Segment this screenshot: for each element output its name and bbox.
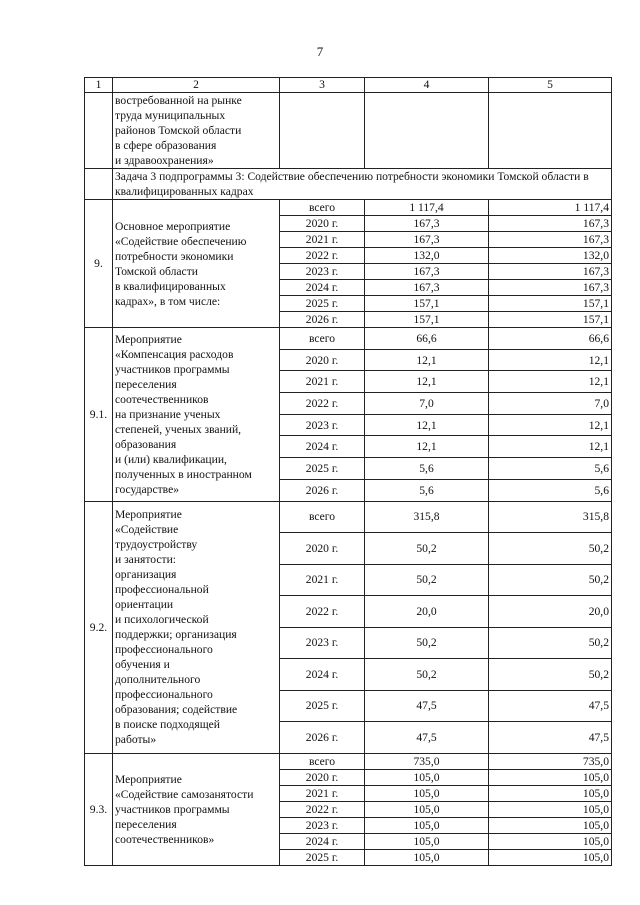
header-col-1: 1	[85, 78, 113, 93]
value-col-4: 105,0	[365, 817, 489, 833]
value-col-5: 105,0	[489, 817, 612, 833]
value-col-5: 105,0	[489, 769, 612, 785]
continuation-desc: востребованной на рынке труда муниципальных районов Томской области в сфере образования и здравоохранения»	[113, 93, 280, 169]
value-col-4: 105,0	[365, 785, 489, 801]
continuation-row	[85, 93, 612, 169]
period-cell: 2022 г.	[280, 596, 365, 628]
period-cell: 2023 г.	[280, 264, 365, 280]
value-col-5: 105,0	[489, 801, 612, 817]
continuation-col-4	[365, 93, 489, 169]
value-col-5: 66,6	[489, 328, 612, 350]
value-col-4: 47,5	[365, 722, 489, 754]
period-cell: 2024 г.	[280, 436, 365, 458]
item-description: Основное мероприятие «Содействие обеспечению потребности экономики Томской области в квалифицированных кадрах», в том числе:	[113, 200, 280, 328]
value-col-5: 7,0	[489, 393, 612, 415]
value-col-5: 12,1	[489, 349, 612, 371]
period-cell: 2021 г.	[280, 785, 365, 801]
value-col-4: 47,5	[365, 690, 489, 722]
table-row	[85, 200, 612, 216]
value-col-5: 132,0	[489, 248, 612, 264]
value-col-5: 12,1	[489, 436, 612, 458]
task-title: Задача 3 подпрограммы 3: Содействие обеспечению потребности экономики Томской области в квалифицированных кадрах	[113, 169, 612, 200]
value-col-4: 105,0	[365, 769, 489, 785]
value-col-5: 105,0	[489, 849, 612, 865]
value-col-5: 167,3	[489, 232, 612, 248]
value-col-5: 105,0	[489, 833, 612, 849]
value-col-4: 50,2	[365, 659, 489, 691]
item-number: 9.2.	[85, 501, 113, 753]
item-number: 9.3.	[85, 753, 113, 865]
value-col-5: 315,8	[489, 501, 612, 533]
value-col-4: 132,0	[365, 248, 489, 264]
value-col-4: 50,2	[365, 533, 489, 565]
table-row	[85, 501, 612, 533]
page-number: 7	[316, 44, 324, 59]
period-cell: всего	[280, 328, 365, 350]
period-cell: 2022 г.	[280, 393, 365, 415]
task-num	[85, 169, 113, 200]
value-col-4: 50,2	[365, 564, 489, 596]
header-col-3: 3	[280, 78, 365, 93]
period-cell: 2022 г.	[280, 248, 365, 264]
value-col-4: 105,0	[365, 801, 489, 817]
period-cell: 2026 г.	[280, 479, 365, 501]
value-col-4: 315,8	[365, 501, 489, 533]
value-col-5: 5,6	[489, 458, 612, 480]
value-col-5: 105,0	[489, 785, 612, 801]
value-col-4: 157,1	[365, 296, 489, 312]
period-cell: всего	[280, 200, 365, 216]
value-col-4: 12,1	[365, 414, 489, 436]
budget-table	[84, 77, 612, 866]
value-col-5: 1 117,4	[489, 200, 612, 216]
period-cell: всего	[280, 501, 365, 533]
value-col-4: 105,0	[365, 833, 489, 849]
table-body	[85, 78, 612, 866]
header-col-5: 5	[489, 78, 612, 93]
value-col-5: 50,2	[489, 533, 612, 565]
period-cell: 2025 г.	[280, 849, 365, 865]
period-cell: 2026 г.	[280, 722, 365, 754]
value-col-5: 12,1	[489, 371, 612, 393]
continuation-col-5	[489, 93, 612, 169]
period-cell: 2023 г.	[280, 817, 365, 833]
item-number: 9.1.	[85, 328, 113, 502]
value-col-4: 50,2	[365, 627, 489, 659]
value-col-5: 12,1	[489, 414, 612, 436]
table-row	[85, 328, 612, 350]
value-col-5: 20,0	[489, 596, 612, 628]
header-col-4: 4	[365, 78, 489, 93]
value-col-5: 157,1	[489, 296, 612, 312]
period-cell: 2024 г.	[280, 833, 365, 849]
task-row	[85, 169, 612, 200]
value-col-4: 167,3	[365, 232, 489, 248]
item-description: Мероприятие «Компенсация расходов участников программы переселения соотечественников на признание ученых степеней, ученых званий, образования и (или) квалификации, полученных в иностранном государстве»	[113, 328, 280, 502]
value-col-5: 50,2	[489, 564, 612, 596]
period-cell: 2021 г.	[280, 564, 365, 596]
value-col-4: 157,1	[365, 312, 489, 328]
value-col-5: 167,3	[489, 216, 612, 232]
period-cell: 2024 г.	[280, 659, 365, 691]
value-col-4: 105,0	[365, 849, 489, 865]
value-col-5: 735,0	[489, 753, 612, 769]
period-cell: 2020 г.	[280, 216, 365, 232]
period-cell: всего	[280, 753, 365, 769]
value-col-5: 157,1	[489, 312, 612, 328]
period-cell: 2020 г.	[280, 533, 365, 565]
value-col-4: 167,3	[365, 280, 489, 296]
value-col-4: 12,1	[365, 371, 489, 393]
header-row	[85, 78, 612, 93]
value-col-4: 12,1	[365, 349, 489, 371]
period-cell: 2025 г.	[280, 690, 365, 722]
period-cell: 2020 г.	[280, 349, 365, 371]
period-cell: 2023 г.	[280, 627, 365, 659]
value-col-4: 167,3	[365, 264, 489, 280]
value-col-4: 20,0	[365, 596, 489, 628]
value-col-4: 7,0	[365, 393, 489, 415]
value-col-4: 12,1	[365, 436, 489, 458]
value-col-5: 5,6	[489, 479, 612, 501]
item-description: Мероприятие «Содействие самозанятости участников программы переселения соотечественников»	[113, 753, 280, 865]
continuation-num	[85, 93, 113, 169]
item-description: Мероприятие «Содействие трудоустройству и занятости: организация профессиональной ориентации и психологической поддержки; организация профессионального обучения и дополнительного профессионального образования; содействие в поиске подходящей работы»	[113, 501, 280, 753]
value-col-5: 167,3	[489, 264, 612, 280]
period-cell: 2021 г.	[280, 232, 365, 248]
period-cell: 2026 г.	[280, 312, 365, 328]
value-col-4: 5,6	[365, 458, 489, 480]
period-cell: 2024 г.	[280, 280, 365, 296]
table-row	[85, 753, 612, 769]
period-cell: 2021 г.	[280, 371, 365, 393]
value-col-5: 47,5	[489, 722, 612, 754]
item-number: 9.	[85, 200, 113, 328]
value-col-4: 735,0	[365, 753, 489, 769]
period-cell: 2025 г.	[280, 458, 365, 480]
continuation-col-3	[280, 93, 365, 169]
value-col-5: 50,2	[489, 659, 612, 691]
value-col-4: 66,6	[365, 328, 489, 350]
header-col-2: 2	[113, 78, 280, 93]
period-cell: 2020 г.	[280, 769, 365, 785]
period-cell: 2022 г.	[280, 801, 365, 817]
value-col-5: 47,5	[489, 690, 612, 722]
period-cell: 2023 г.	[280, 414, 365, 436]
period-cell: 2025 г.	[280, 296, 365, 312]
value-col-4: 1 117,4	[365, 200, 489, 216]
value-col-4: 5,6	[365, 479, 489, 501]
value-col-5: 50,2	[489, 627, 612, 659]
value-col-5: 167,3	[489, 280, 612, 296]
value-col-4: 167,3	[365, 216, 489, 232]
